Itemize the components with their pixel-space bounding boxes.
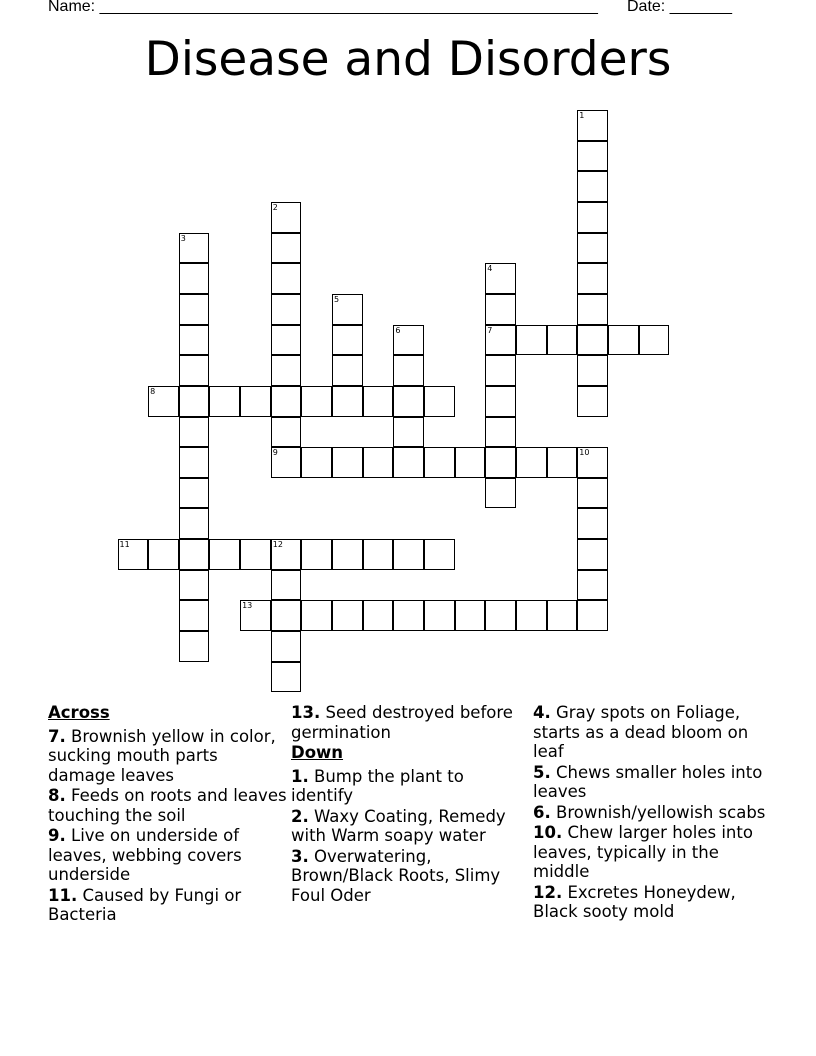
clues-column-3 bbox=[533, 703, 773, 923]
grid-cell[interactable] bbox=[485, 294, 516, 325]
clues-column-2 bbox=[291, 703, 527, 906]
grid-cell[interactable] bbox=[271, 447, 302, 478]
name-field[interactable]: Name: ________________________________________________________ bbox=[48, 0, 598, 15]
grid-cell[interactable] bbox=[179, 355, 210, 386]
grid-cell[interactable] bbox=[332, 386, 363, 417]
grid-cell[interactable] bbox=[485, 447, 516, 478]
grid-cell[interactable] bbox=[577, 325, 608, 356]
grid-cell[interactable] bbox=[271, 570, 302, 601]
clue-number: 10 bbox=[579, 448, 590, 458]
grid-cell[interactable] bbox=[271, 662, 302, 693]
grid-cell[interactable] bbox=[301, 386, 332, 417]
grid-cell[interactable] bbox=[547, 600, 578, 631]
grid-cell[interactable] bbox=[332, 447, 363, 478]
clue-across-8: 8. Feeds on roots and leaves touching the soil bbox=[48, 786, 287, 825]
down-heading: Down bbox=[291, 743, 344, 762]
grid-cell[interactable] bbox=[148, 539, 179, 570]
grid-cell[interactable] bbox=[485, 263, 516, 294]
grid-cell[interactable] bbox=[179, 233, 210, 264]
grid-cell[interactable] bbox=[485, 600, 516, 631]
grid-cell[interactable] bbox=[271, 600, 302, 631]
grid-cell[interactable] bbox=[271, 233, 302, 264]
grid-cell[interactable] bbox=[179, 508, 210, 539]
grid-cell[interactable] bbox=[577, 539, 608, 570]
grid-cell[interactable] bbox=[393, 417, 424, 448]
clues-column-1 bbox=[48, 703, 288, 926]
grid-cell[interactable] bbox=[301, 539, 332, 570]
grid-cell[interactable] bbox=[516, 325, 547, 356]
grid-cell[interactable] bbox=[577, 233, 608, 264]
grid-cell[interactable] bbox=[547, 447, 578, 478]
date-field[interactable]: Date: _______ bbox=[627, 0, 732, 15]
grid-cell[interactable] bbox=[577, 508, 608, 539]
grid-cell[interactable] bbox=[240, 539, 271, 570]
grid-cell[interactable] bbox=[485, 386, 516, 417]
grid-cell[interactable] bbox=[179, 447, 210, 478]
grid-cell[interactable] bbox=[118, 539, 149, 570]
grid-cell[interactable] bbox=[179, 417, 210, 448]
grid-cell[interactable] bbox=[332, 325, 363, 356]
grid-cell[interactable] bbox=[209, 386, 240, 417]
grid-cell[interactable] bbox=[179, 478, 210, 509]
grid-cell[interactable] bbox=[485, 417, 516, 448]
clue-number: 7 bbox=[487, 325, 493, 335]
clue-down-3: 3. Overwatering, Brown/Black Roots, Slimy Foul Oder bbox=[291, 846, 501, 905]
grid-cell[interactable] bbox=[148, 386, 179, 417]
grid-cell[interactable] bbox=[393, 539, 424, 570]
clue-number: 5 bbox=[334, 294, 340, 304]
clue-number: 4 bbox=[487, 264, 493, 274]
clue-number: 11 bbox=[119, 540, 130, 550]
grid-cell[interactable] bbox=[271, 539, 302, 570]
clue-number: 9 bbox=[272, 448, 278, 458]
grid-cell[interactable] bbox=[455, 600, 486, 631]
grid-cell[interactable] bbox=[424, 386, 455, 417]
clue-down-5: 5. Chews smaller holes into leaves bbox=[533, 762, 763, 801]
grid-cell[interactable] bbox=[332, 355, 363, 386]
clue-number: 6 bbox=[395, 325, 401, 335]
grid-cell[interactable] bbox=[179, 539, 210, 570]
grid-cell[interactable] bbox=[179, 263, 210, 294]
grid-cell[interactable] bbox=[393, 447, 424, 478]
grid-cell[interactable] bbox=[179, 600, 210, 631]
grid-cell[interactable] bbox=[332, 294, 363, 325]
clue-number: 13 bbox=[242, 601, 253, 611]
grid-cell[interactable] bbox=[577, 386, 608, 417]
grid-cell[interactable] bbox=[393, 325, 424, 356]
grid-cell[interactable] bbox=[608, 325, 639, 356]
clue-number: 8 bbox=[150, 386, 156, 396]
clue-across-11: 11. Caused by Fungi or Bacteria bbox=[48, 885, 242, 924]
grid-cell[interactable] bbox=[271, 202, 302, 233]
grid-cell[interactable] bbox=[393, 600, 424, 631]
grid-cell[interactable] bbox=[271, 631, 302, 662]
grid-cell[interactable] bbox=[209, 539, 240, 570]
clue-number: 1 bbox=[579, 111, 585, 120]
clue-number: 3 bbox=[180, 233, 186, 243]
clue-down-12: 12. Excretes Honeydew, Black sooty mold bbox=[533, 882, 736, 921]
grid-cell[interactable] bbox=[516, 447, 547, 478]
grid-cell[interactable] bbox=[240, 386, 271, 417]
clue-down-4: 4. Gray spots on Foliage, starts as a dead bloom on leaf bbox=[533, 703, 749, 761]
grid-cell[interactable] bbox=[179, 294, 210, 325]
grid-cell[interactable] bbox=[332, 600, 363, 631]
clue-down-1: 1. Bump the plant to identify bbox=[291, 766, 464, 805]
grid-cell[interactable] bbox=[363, 447, 394, 478]
grid-cell[interactable] bbox=[424, 539, 455, 570]
grid-cell[interactable] bbox=[179, 570, 210, 601]
clue-number: 12 bbox=[272, 540, 283, 550]
grid-cell[interactable] bbox=[271, 263, 302, 294]
grid-cell[interactable] bbox=[577, 202, 608, 233]
grid-cell[interactable] bbox=[577, 570, 608, 601]
grid-cell[interactable] bbox=[271, 386, 302, 417]
clue-across-9: 9. Live on underside of leaves, webbing covers underside bbox=[48, 826, 242, 884]
grid-cell[interactable] bbox=[424, 447, 455, 478]
grid-cell[interactable] bbox=[271, 294, 302, 325]
clue-down-2: 2. Waxy Coating, Remedy with Warm soapy water bbox=[291, 806, 506, 845]
grid-cell[interactable] bbox=[240, 600, 271, 631]
grid-cell[interactable] bbox=[639, 325, 670, 356]
grid-cell[interactable] bbox=[363, 539, 394, 570]
grid-cell[interactable] bbox=[424, 600, 455, 631]
clue-across-7: 7. Brownish yellow in color, sucking mouth parts damage leaves bbox=[48, 726, 276, 785]
puzzle-title: Disease and Disorders bbox=[144, 32, 672, 87]
clue-down-10: 10. Chew larger holes into leaves, typically in the middle bbox=[533, 823, 753, 881]
grid-cell[interactable] bbox=[577, 141, 608, 172]
clue-number: 2 bbox=[272, 202, 278, 212]
grid-cell[interactable] bbox=[577, 263, 608, 294]
grid-cell[interactable] bbox=[455, 447, 486, 478]
clue-down-6: 6. Brownish/yellowish scabs bbox=[533, 802, 766, 822]
grid-cell[interactable] bbox=[393, 386, 424, 417]
clue-across-13: 13. Seed destroyed before germination bbox=[291, 703, 513, 742]
across-heading: Across bbox=[48, 703, 110, 722]
grid-cell[interactable] bbox=[363, 386, 394, 417]
grid-cell[interactable] bbox=[271, 325, 302, 356]
grid-cell[interactable] bbox=[577, 110, 608, 141]
grid-cell[interactable] bbox=[363, 600, 394, 631]
grid-cell[interactable] bbox=[179, 386, 210, 417]
grid-cell[interactable] bbox=[516, 600, 547, 631]
grid-cell[interactable] bbox=[485, 478, 516, 509]
grid-cell[interactable] bbox=[271, 355, 302, 386]
grid-cell[interactable] bbox=[179, 631, 210, 662]
grid-cell[interactable] bbox=[301, 447, 332, 478]
grid-cell[interactable] bbox=[485, 325, 516, 356]
grid-cell[interactable] bbox=[577, 447, 608, 478]
grid-cell[interactable] bbox=[485, 355, 516, 386]
grid-cell[interactable] bbox=[393, 355, 424, 386]
grid-cell[interactable] bbox=[577, 355, 608, 386]
grid-cell[interactable] bbox=[577, 600, 608, 631]
grid-cell[interactable] bbox=[179, 325, 210, 356]
grid-cell[interactable] bbox=[577, 171, 608, 202]
grid-cell[interactable] bbox=[577, 294, 608, 325]
grid-cell[interactable] bbox=[301, 600, 332, 631]
grid-cell[interactable] bbox=[332, 539, 363, 570]
grid-cell[interactable] bbox=[577, 478, 608, 509]
grid-cell[interactable] bbox=[547, 325, 578, 356]
grid-cell[interactable] bbox=[271, 417, 302, 448]
